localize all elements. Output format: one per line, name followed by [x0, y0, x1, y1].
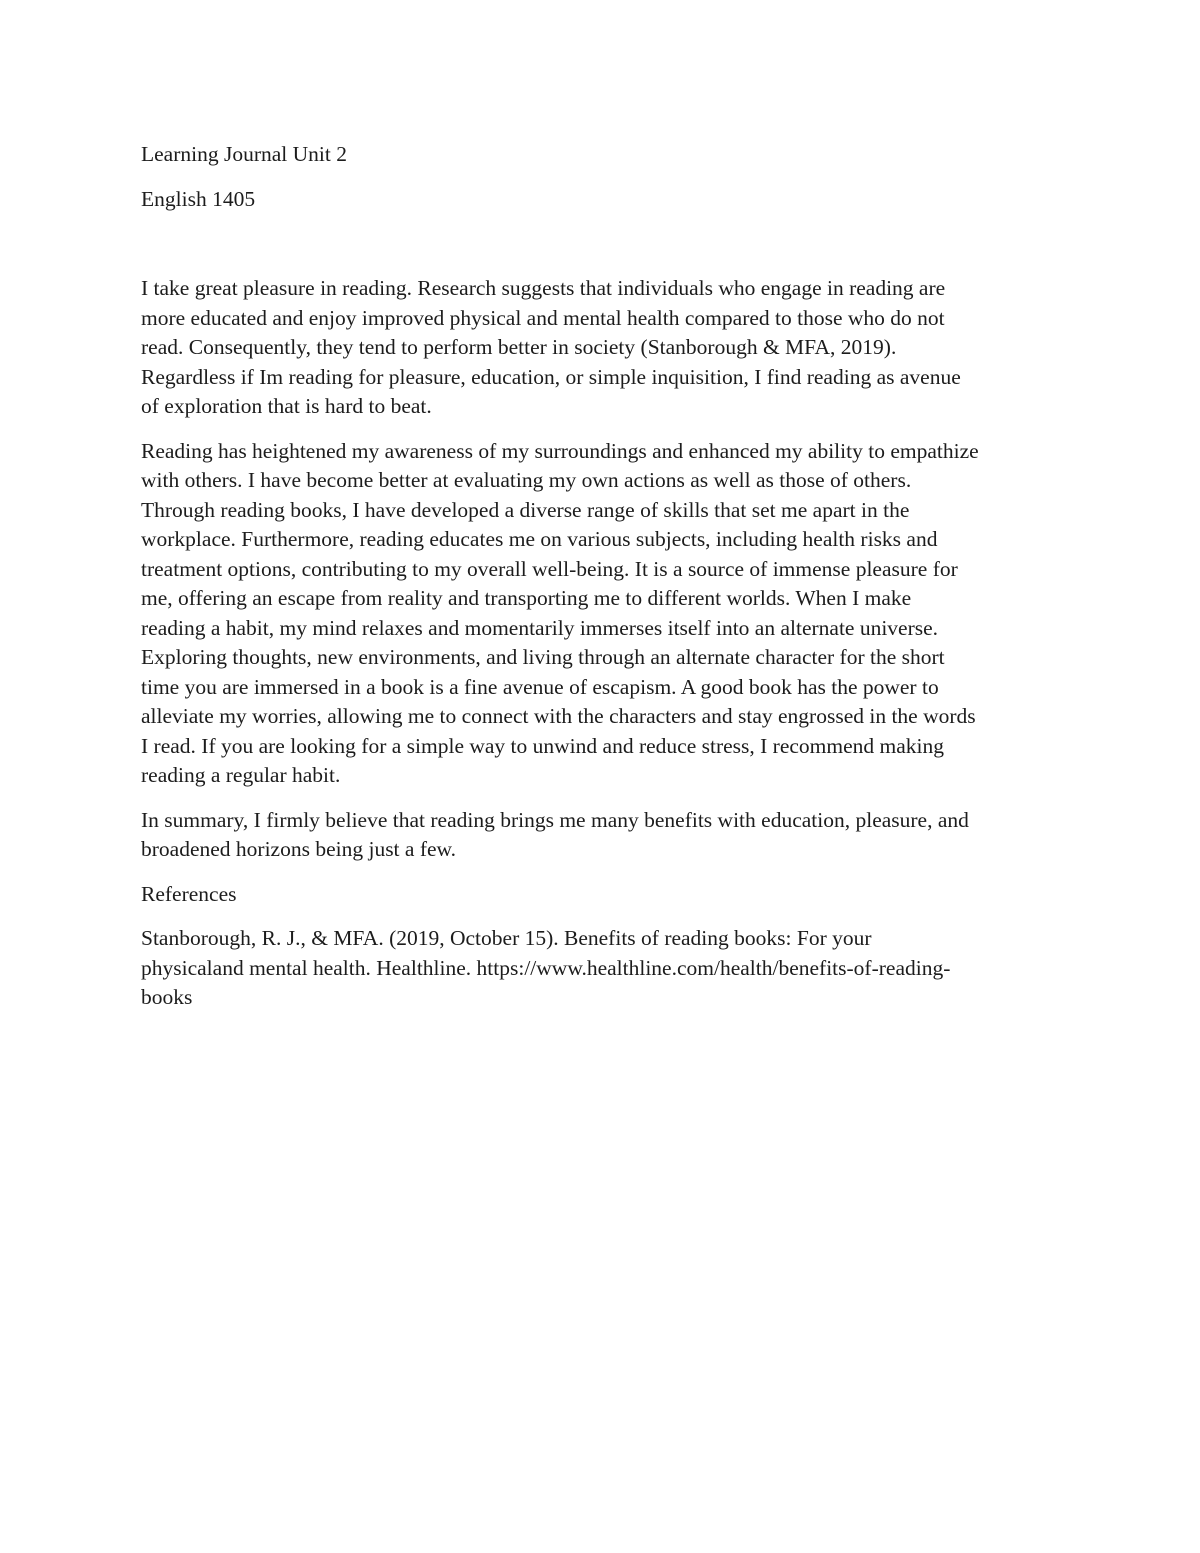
text-line: Stanborough, R. J., & MFA. (2019, October 15). Benefits of reading books: For your	[141, 926, 872, 950]
text-line: In summary, I firmly believe that reading brings me many benefits with education, pleasure, and	[141, 807, 969, 832]
text-line: time you are immersed in a book is a fine avenue of escapism. A good book has the power to	[141, 674, 939, 699]
text-line: I take great pleasure in reading. Research suggests that individuals who engage in reading are	[141, 276, 946, 300]
text-line: me, offering an escape from reality and transporting me to different worlds. When I make	[141, 586, 912, 610]
paragraph-body	[141, 437, 1066, 791]
paragraph-intro	[141, 274, 1066, 422]
text-line: treatment options, contributing to my overall well-being. It is a source of immense pleasure for	[141, 556, 958, 581]
text-line: read. Consequently, they tend to perform better in society (Stanborough & MFA, 2019).	[141, 335, 897, 359]
text-line: physicaland mental health. Healthline. https://www.healthline.com/health/benefits-of-reading-	[141, 955, 951, 980]
text-line: of exploration that is hard to beat.	[141, 394, 432, 418]
text-line: reading a habit, my mind relaxes and momentarily immerses itself into an alternate universe.	[141, 615, 939, 640]
text-line: workplace. Furthermore, reading educates me on various subjects, including health risks and	[141, 527, 938, 551]
text-line: more educated and enjoy improved physical and mental health compared to those who do not	[141, 305, 945, 330]
document-title: Learning Journal Unit 2	[141, 142, 347, 166]
text-line: Regardless if Im reading for pleasure, education, or simple inquisition, I find reading as avenue	[141, 364, 961, 389]
text-line: Reading has heightened my awareness of my surroundings and enhanced my ability to empathize	[141, 438, 979, 463]
document-body	[141, 140, 1066, 1028]
reference-entry	[141, 924, 1066, 1013]
text-line: I read. If you are looking for a simple way to unwind and reduce stress, I recommend making	[141, 733, 945, 758]
text-line: Through reading books, I have developed a diverse range of skills that set me apart in the	[141, 497, 910, 522]
text-line: books	[141, 985, 193, 1009]
text-line: reading a regular habit.	[141, 763, 341, 787]
text-line: with others. I have become better at evaluating my own actions as well as those of others.	[141, 468, 912, 492]
references-heading: References	[141, 881, 237, 906]
paragraph-summary	[141, 806, 1066, 865]
text-line: Exploring thoughts, new environments, and living through an alternate character for the short	[141, 645, 945, 669]
text-line: alleviate my worries, allowing me to connect with the characters and stay engrossed in the words	[141, 704, 976, 728]
course-label: English 1405	[141, 186, 256, 211]
text-line: broadened horizons being just a few.	[141, 837, 457, 861]
